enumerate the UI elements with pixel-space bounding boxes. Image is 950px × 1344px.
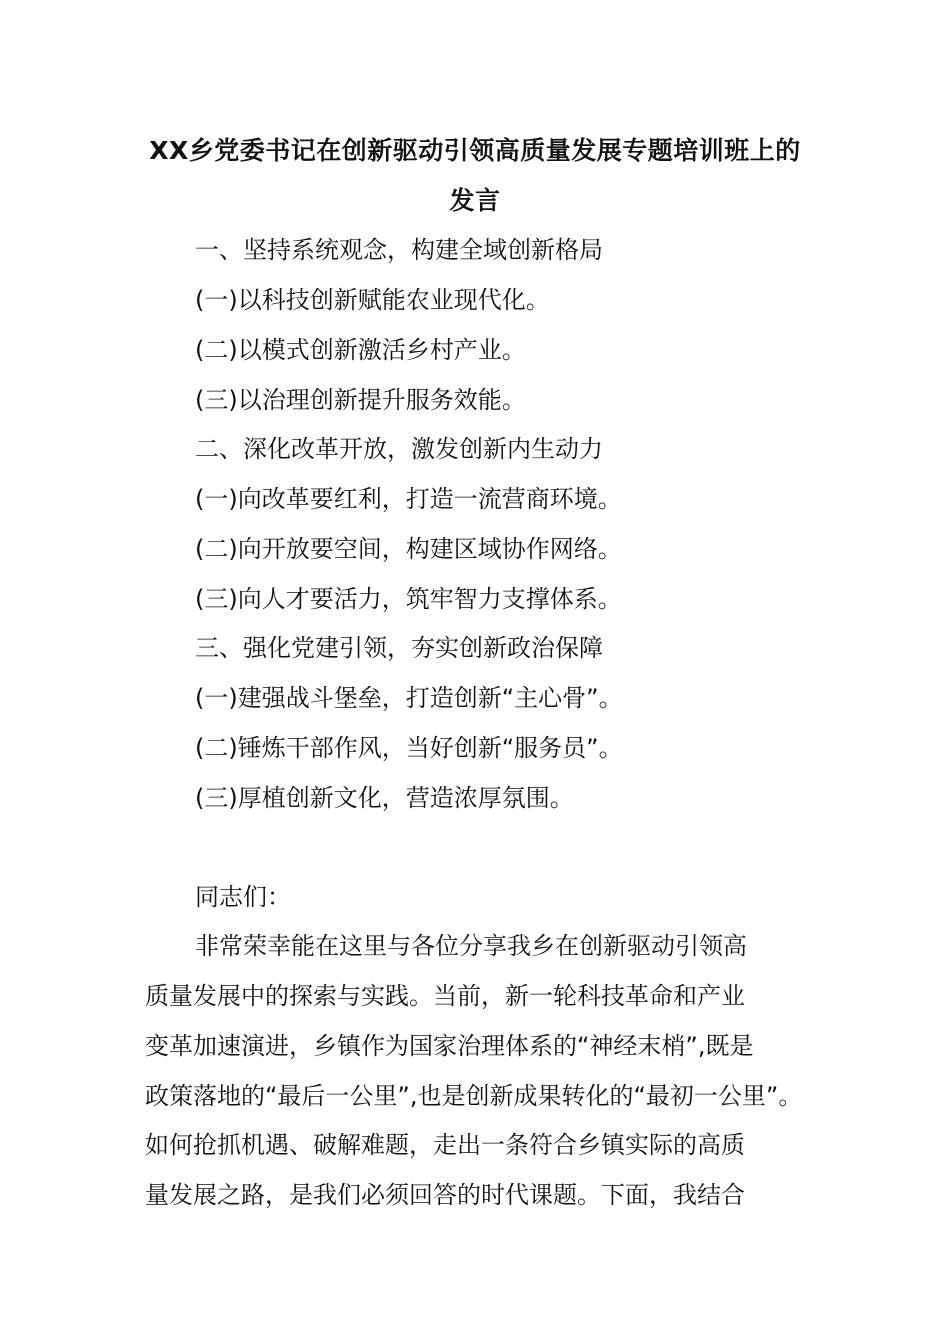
paragraph-line: 如何抢抓机遇、破解难题，走出一条符合乡镇实际的高质 — [145, 1131, 745, 1159]
document-title-line-1: XX乡党委书记在创新驱动引领高质量发展专题培训班上的 — [149, 136, 801, 165]
paragraph-line: 变革加速演进，乡镇作为国家治理体系的“神经末梢”,既是 — [145, 1032, 754, 1060]
document-title-line-2: 发言 — [449, 186, 501, 215]
outline-item: (三)厚植创新文化，营造浓厚氛围。 — [195, 784, 574, 812]
outline-item: (一)以科技创新赋能农业现代化。 — [195, 286, 550, 314]
outline-item: (三)以治理创新提升服务效能。 — [195, 386, 526, 414]
greeting: 同志们： — [195, 883, 291, 911]
outline-item: (二)锤炼干部作风，当好创新“服务员”。 — [195, 734, 623, 762]
outline-item: (一)建强战斗堡垒，打造创新“主心骨”。 — [195, 684, 623, 712]
outline-item: (一)向改革要红利，打造一流营商环境。 — [195, 485, 622, 513]
outline-heading-2: 二、深化改革开放，激发创新内生动力 — [195, 435, 603, 463]
paragraph-line: 质量发展中的探索与实践。当前，新一轮科技革命和产业 — [145, 982, 745, 1010]
outline-heading-1: 一、坚持系统观念，构建全域创新格局 — [195, 236, 603, 264]
paragraph-line: 非常荣幸能在这里与各位分享我乡在创新驱动引领高 — [195, 932, 747, 960]
outline-item: (三)向人才要活力，筑牢智力支撑体系。 — [195, 585, 622, 613]
outline-item: (二)以模式创新激活乡村产业。 — [195, 336, 526, 364]
outline-heading-3: 三、强化党建引领，夯实创新政治保障 — [195, 634, 603, 662]
paragraph-line: 量发展之路，是我们必须回答的时代课题。下面，我结合 — [145, 1181, 745, 1209]
paragraph-line: 政策落地的“最后一公里”,也是创新成果转化的“最初一公里”。 — [145, 1082, 803, 1110]
outline-item: (二)向开放要空间，构建区域协作网络。 — [195, 535, 622, 563]
